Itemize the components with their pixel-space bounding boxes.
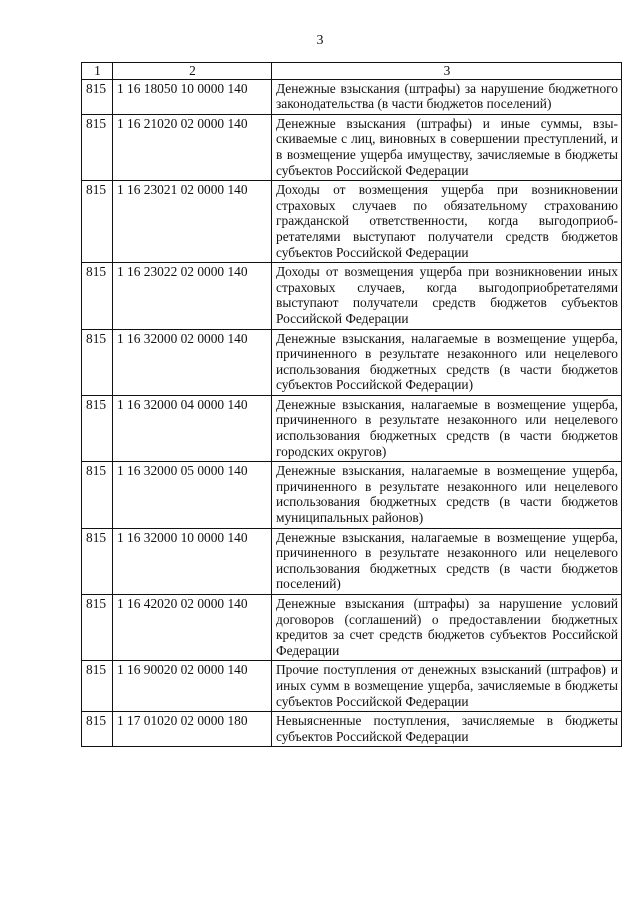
revenue-name-cell: Денежные взыскания (штрафы) за нарушение бюджетного законодательства (в части бюджетов поселений) xyxy=(272,79,622,114)
admin-code-cell: 815 xyxy=(82,528,113,594)
admin-code-cell: 815 xyxy=(82,462,113,528)
revenue-name-cell: Невыясненные поступления, зачисляемые в бюджеты субъектов Российской Федерации xyxy=(272,712,622,747)
revenue-name-cell: Денежные взыскания, налагаемые в возмещение ущерба, причиненного в результате незаконного или нецелевого использования бюджетных средств (в части бюджетов поселений) xyxy=(272,528,622,594)
budget-code-cell: 1 16 32000 02 0000 140 xyxy=(113,329,272,395)
revenue-name-cell: Денежные взыскания, налагаемые в возмещение ущерба, причиненного в результате незаконного или нецелевого использования бюджетных средств (в части бюджетов муниципальных районов) xyxy=(272,462,622,528)
header-row xyxy=(82,63,622,80)
admin-code-cell: 815 xyxy=(82,263,113,329)
admin-code-cell: 815 xyxy=(82,79,113,114)
table-row xyxy=(82,263,622,329)
admin-code-cell: 815 xyxy=(82,595,113,661)
budget-code-cell: 1 16 32000 10 0000 140 xyxy=(113,528,272,594)
budget-code-cell: 1 16 42020 02 0000 140 xyxy=(113,595,272,661)
budget-code-cell: 1 16 90020 02 0000 140 xyxy=(113,661,272,712)
table-row xyxy=(82,661,622,712)
revenue-name-cell: Денежные взыскания (штрафы) и иные суммы, взыскиваемые с лиц, виновных в совершении преступлений, и в возмещение ущерба имуществу, зачисляемые в бюджеты субъектов Российской Федерации xyxy=(272,114,622,180)
table-row xyxy=(82,595,622,661)
admin-code-cell: 815 xyxy=(82,395,113,461)
admin-code-cell: 815 xyxy=(82,712,113,747)
table-row xyxy=(82,181,622,263)
table-row xyxy=(82,329,622,395)
revenue-name-cell: Прочие поступления от денежных взысканий (штрафов) и иных сумм в возмещение ущерба, зачисляемые в бюджеты субъектов Российской Федерации xyxy=(272,661,622,712)
table-row xyxy=(82,395,622,461)
admin-code-cell: 815 xyxy=(82,329,113,395)
admin-code-cell: 815 xyxy=(82,661,113,712)
budget-code-cell: 1 16 32000 04 0000 140 xyxy=(113,395,272,461)
revenue-codes-table xyxy=(81,62,622,747)
revenue-name-cell: Доходы от возмещения ущерба при возникновении иных страховых случаев, когда выгодоприобретателями выступают получатели средств бюджетов субъектов Российской Федерации xyxy=(272,263,622,329)
budget-code-cell: 1 16 21020 02 0000 140 xyxy=(113,114,272,180)
column-header-1: 1 xyxy=(82,63,113,80)
revenue-name-cell: Денежные взыскания (штрафы) за нарушение условий договоров (соглашений) о предоставлении бюджетных кредитов за счет средств бюджетов субъектов Российской Федерации xyxy=(272,595,622,661)
revenue-name-cell: Денежные взыскания, налагаемые в возмещение ущерба, причиненного в результате незаконного или нецелевого использования бюджетных средств (в части бюджетов городских округов) xyxy=(272,395,622,461)
table-row xyxy=(82,462,622,528)
table-row xyxy=(82,79,622,114)
admin-code-cell: 815 xyxy=(82,181,113,263)
budget-code-cell: 1 16 23021 02 0000 140 xyxy=(113,181,272,263)
budget-code-cell: 1 16 23022 02 0000 140 xyxy=(113,263,272,329)
revenue-name-cell: Доходы от возмещения ущерба при возникновении страховых случаев по обязательному страхованию гражданской ответственности, когда выгодоприобретателями выступают получатели средств бюджетов субъектов Российской Федерации xyxy=(272,181,622,263)
budget-code-cell: 1 16 18050 10 0000 140 xyxy=(113,79,272,114)
revenue-name-cell: Денежные взыскания, налагаемые в возмещение ущерба, причиненного в результате незаконного или нецелевого использования бюджетных средств (в части бюджетов субъектов Российской Федерации) xyxy=(272,329,622,395)
table-row xyxy=(82,712,622,747)
budget-code-cell: 1 17 01020 02 0000 180 xyxy=(113,712,272,747)
admin-code-cell: 815 xyxy=(82,114,113,180)
table-row xyxy=(82,528,622,594)
table-body xyxy=(82,79,622,747)
page-number: 3 xyxy=(316,33,324,48)
table-header xyxy=(82,63,622,80)
column-header-2: 2 xyxy=(113,63,272,80)
table-row xyxy=(82,114,622,180)
budget-code-cell: 1 16 32000 05 0000 140 xyxy=(113,462,272,528)
column-header-3: 3 xyxy=(272,63,622,80)
